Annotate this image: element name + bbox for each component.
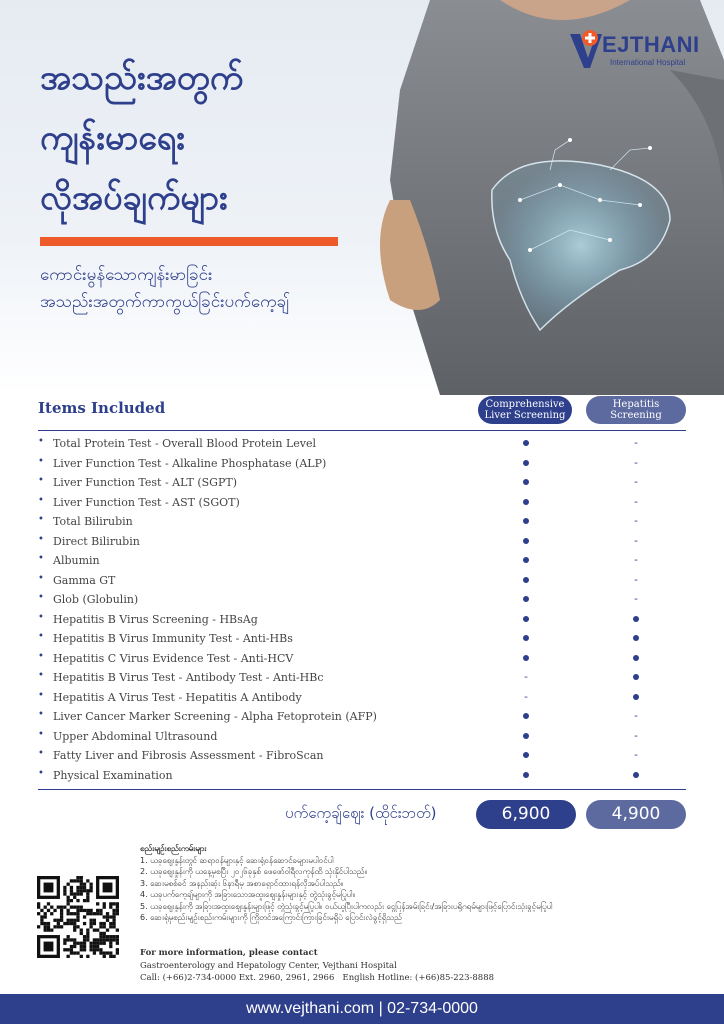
comprehensive-mark [519,436,533,449]
hepatitis-mark [629,768,643,781]
comprehensive-mark: - [524,689,528,703]
contact-center: Gastroenterology and Hepatology Center, Vejthani Hospital [140,960,397,971]
logo-v-icon [568,28,604,70]
item-name: Fatty Liver and Fibrosis Assessment - FibroScan [53,749,324,762]
comprehensive-mark [519,651,533,664]
terms-item: 6. ဆေးရုံမှစည်းမျဉ်းစည်းကမ်းများကို ကြိုတင်အကြောင်းကြားခြင်းမရှိပဲ ပြောင်းလဲခွင့်ရှိသည် [140,913,402,922]
table-row [38,454,688,474]
brand-name: EJTHANI [602,32,700,57]
bullet-icon: • [38,728,44,740]
hero-banner [0,0,724,395]
item-name: Hepatitis B Virus Screening - HBsAg [53,612,258,626]
included-dot-icon [523,460,529,466]
bullet-icon: • [38,611,44,623]
items-included-heading: Items Included [38,399,166,417]
comprehensive-mark [519,729,533,742]
item-name: Hepatitis C Virus Evidence Test - Anti-HCV [53,651,294,665]
terms-item: 2. ယခုဈေးနှုန်းကို ယနေ့မှစပြီး ၂၀၂၆ခုနှစ် ဖေဖော်ဝါရီလကုန်ထိ သုံးနိုင်ပါသည်။ [140,867,367,876]
comprehensive-mark [519,534,533,547]
bullet-icon: • [38,514,44,525]
title-divider [40,237,338,246]
comprehensive-mark [519,612,533,625]
item-name: Liver Function Test - AST (SGOT) [53,495,240,509]
hepatitis-mark: - [634,494,638,508]
bullet-icon: • [38,553,44,564]
hepatitis-mark [629,690,643,703]
item-name: Hepatitis B Virus Test - Antibody Test - Anti-HBc [53,671,324,684]
contact-hotline[interactable]: English Hotline: (+66)85-223-8888 [342,973,495,983]
table-row [38,707,688,727]
hepatitis-mark: - [634,533,638,547]
included-dot-icon [633,772,639,778]
bullet-icon: • [38,670,44,681]
bullet-icon: • [38,709,44,720]
terms-item: 5. ယခုဈေးနှုန်းကို အခြားအထူးဈေးနှုန်းများဖြင့် တွဲသုံးခွင့်မပြုပါ။ ဝယ်ယူပြီးပါကလည်း ငွေပြန်အမ်းခြင်း/အခြားပရိုဂရမ်များဖြင့်ပြောင်းသုံးခွင့်မပြုပါ [140,901,553,911]
hepatitis-mark: - [634,592,638,605]
table-bottom-rule [38,789,686,790]
table-row [38,610,688,630]
included-dot-icon [633,674,639,680]
bullet-icon: • [38,436,44,447]
title-line: ကျန်းမာရေး [40,118,185,158]
item-name: Direct Bilirubin [53,534,140,548]
item-name: Glob (Globulin) [53,593,139,606]
included-dot-icon [523,616,529,622]
bullet-icon: • [38,748,44,759]
price-comprehensive: 6,900 [476,800,576,829]
bullet-icon: • [38,572,44,584]
table-top-rule [38,430,686,431]
comprehensive-mark [519,573,533,586]
comprehensive-mark [519,553,533,566]
title-line: လိုအပ်ချက်များ [40,178,228,218]
comprehensive-mark [519,709,533,722]
hepatitis-mark [629,651,643,664]
contact-heading: For more information, please contact [140,948,318,958]
table-row [38,727,688,747]
bullet-icon: • [38,767,44,779]
footer-bar [0,994,724,1024]
table-row [38,766,688,786]
comprehensive-mark [519,631,533,644]
bullet-icon: • [38,650,44,662]
comprehensive-mark [519,748,533,761]
item-name: Liver Function Test - Alkaline Phosphatase (ALP) [53,456,327,470]
brand-subtitle: International Hospital [610,58,686,67]
subtitle-line: ကောင်းမွန်သောကျန်းမာခြင်း [40,265,213,285]
included-dot-icon [523,713,529,719]
terms-item: 3. ဆေးမစစ်ခင် အနည်းဆုံး ၆နာရီမှ အစာရှောင်ထားရန်လိုအပ်ပါသည်။ [140,878,344,888]
comprehensive-mark [519,514,533,527]
item-name: Total Protein Test - Overall Blood Protein Level [53,437,317,450]
table-row [38,746,688,766]
table-row [38,473,688,493]
price-hepatitis: 4,900 [586,800,686,829]
table-row [38,668,688,688]
item-name: Albumin [53,554,100,567]
column-header-hepatitis: Hepatitis Screening [586,396,686,424]
page-title [40,48,370,228]
table-row [38,590,688,610]
included-dot-icon [523,655,529,661]
table-row [38,629,688,649]
included-dot-icon [523,518,529,524]
comprehensive-mark: - [524,670,528,683]
included-dot-icon [523,479,529,485]
included-dot-icon [633,655,639,661]
included-dot-icon [523,538,529,544]
table-row [38,532,688,552]
contact-info [140,947,494,985]
included-dot-icon [523,557,529,563]
hepatitis-mark: - [634,436,638,449]
column-header-comprehensive: Comprehensive Liver Screening [478,396,572,424]
hepatitis-mark: - [634,455,638,469]
hepatitis-mark: - [634,514,638,527]
bullet-icon: • [38,455,44,467]
title-line: အသည်းအတွက် [40,58,244,98]
hospital-logo[interactable] [568,28,708,72]
footer-separator: | [378,1000,388,1017]
table-row [38,688,688,708]
included-dot-icon [523,635,529,641]
item-name: Physical Examination [53,768,173,782]
table-row [38,434,688,454]
hepatitis-mark [629,670,643,683]
item-name: Total Bilirubin [53,515,133,528]
qr-code[interactable] [37,876,119,958]
hepatitis-mark: - [634,572,638,586]
comprehensive-mark [519,768,533,781]
included-dot-icon [633,616,639,622]
table-row [38,571,688,591]
included-dot-icon [523,772,529,778]
item-name: Hepatitis B Virus Immunity Test - Anti-HBs [53,632,293,645]
terms-item: 1. ယခုဈေးနှုန်းတွင် ဆရာဝန်များနှင့် ဆေးရုံဝန်ဆောင်ခများမပါဝင်ပါ [140,855,334,865]
hepatitis-mark: - [634,728,638,742]
comprehensive-mark [519,495,533,508]
terms-heading: စည်းမျဉ်းစည်းကမ်းများ [140,844,207,853]
included-dot-icon [523,499,529,505]
bullet-icon: • [38,533,44,545]
terms-item: 4. ယခုပက်ကေ့ချ်များကို အခြားသောအထူးဈေးနှုန်းများနှင့် တွဲသုံးခွင့်မပြုပါ။ [140,890,355,899]
item-name: Upper Abdominal Ultrasound [53,729,218,743]
comprehensive-mark [519,592,533,605]
package-price-label: ပက်ကေ့ချ်ဈေး (ထိုင်းဘတ်) [285,804,437,822]
included-dot-icon [523,577,529,583]
bullet-icon: • [38,475,44,486]
included-dot-icon [523,440,529,446]
included-dot-icon [633,694,639,700]
website-link[interactable]: www.vejthani.com [246,1000,375,1017]
bullet-icon: • [38,592,44,603]
bullet-icon: • [38,631,44,642]
included-dot-icon [523,733,529,739]
terms-section [140,843,715,924]
hepatitis-mark: - [634,475,638,488]
table-row [38,493,688,513]
table-row [38,551,688,571]
included-dot-icon [523,596,529,602]
bullet-icon: • [38,689,44,701]
hepatitis-mark: - [634,709,638,722]
page-subtitle [40,262,370,316]
item-name: Hepatitis A Virus Test - Hepatitis A Antibody [53,690,302,704]
included-dot-icon [523,752,529,758]
table-row [38,649,688,669]
item-name: Liver Function Test - ALT (SGPT) [53,476,238,489]
hepatitis-mark: - [634,553,638,566]
table-row [38,512,688,532]
item-name: Gamma GT [53,573,116,587]
hepatitis-mark: - [634,748,638,761]
bullet-icon: • [38,494,44,506]
contact-call[interactable]: Call: (+66)2-734-0000 Ext. 2960, 2961, 2966 [140,973,335,983]
hepatitis-mark [629,631,643,644]
subtitle-line: အသည်းအတွက်ကာကွယ်ခြင်းပက်ကေ့ချ် [40,292,289,312]
comprehensive-mark [519,456,533,469]
footer-phone[interactable]: 02-734-0000 [387,1000,478,1017]
items-table [38,434,688,785]
included-dot-icon [633,635,639,641]
comprehensive-mark [519,475,533,488]
item-name: Liver Cancer Marker Screening - Alpha Fetoprotein (AFP) [53,710,377,723]
hepatitis-mark [629,612,643,625]
